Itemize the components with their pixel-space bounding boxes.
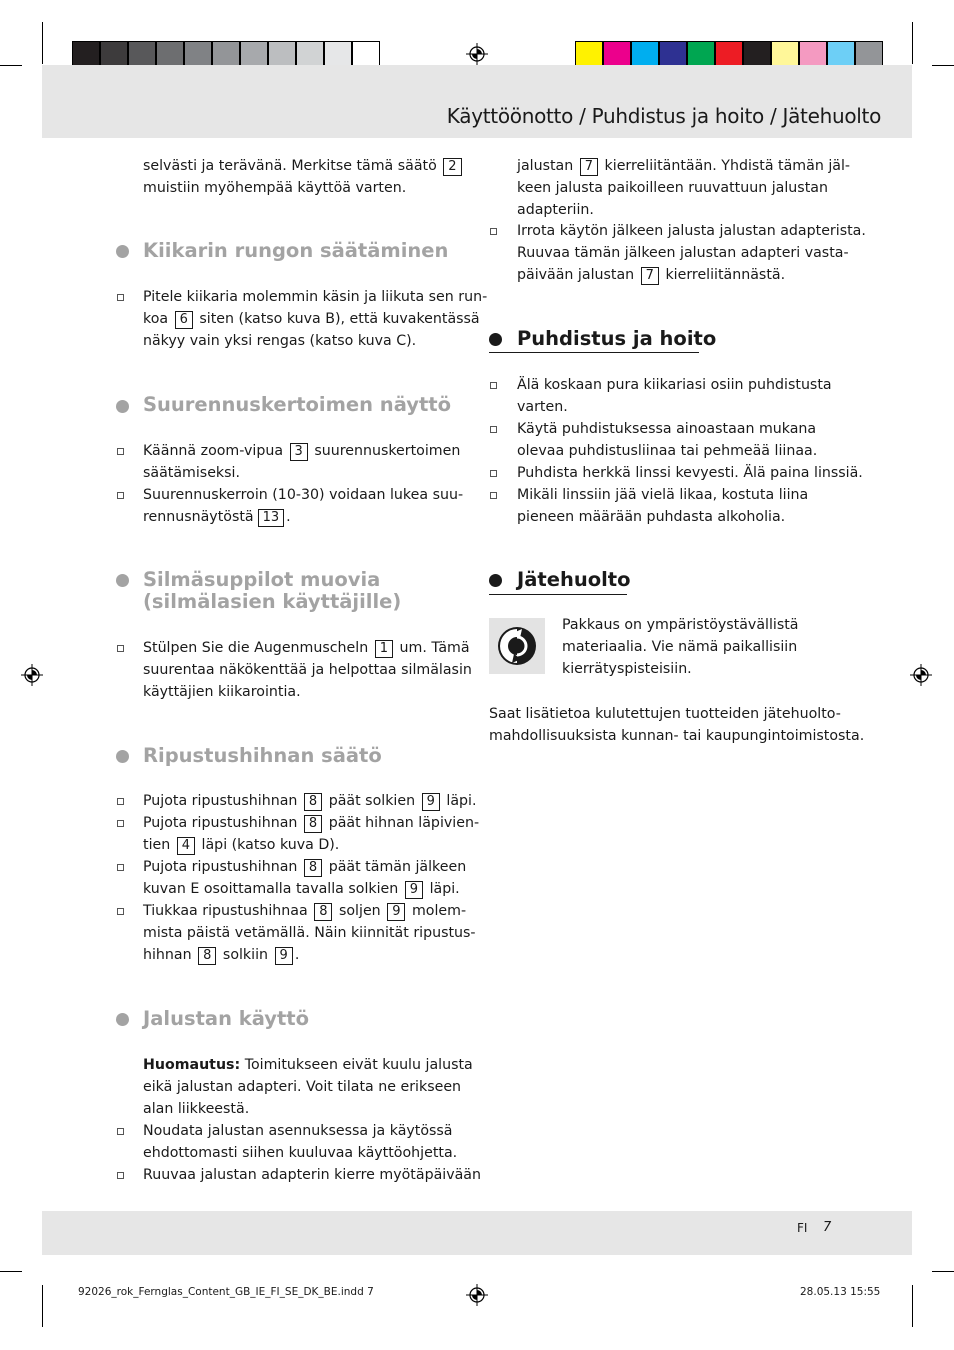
part-ref: 7 [580, 158, 598, 176]
square-bullet-icon [117, 820, 124, 827]
text-line: Huomautus: Toimitukseen eivät kuulu jalusta [143, 1057, 473, 1073]
text-line: alan liikkeestä. [143, 1101, 250, 1117]
text-line: jalustan 7 kierreliitäntään. Yhdistä tämän jäl- [517, 158, 851, 174]
section-heading: Ripustushihnan säätö [143, 744, 382, 767]
registration-mark-icon [466, 43, 488, 65]
square-bullet-icon [117, 645, 124, 652]
text-line: varten. [517, 399, 568, 415]
text-line: Mikäli linssiin jää vielä likaa, kostuta liina [517, 487, 809, 503]
part-ref: 7 [641, 267, 659, 285]
footer-band [42, 1211, 912, 1255]
section-bullet-icon [116, 574, 129, 587]
text-line: kuvan E osoittamalla tavalla solkien 9 läpi. [143, 881, 460, 897]
part-ref: 8 [314, 903, 332, 921]
text-line: materiaalia. Vie nämä paikallisiin [562, 639, 798, 655]
text-line: säätämiseksi. [143, 465, 240, 481]
square-bullet-icon [117, 798, 124, 805]
text-line: eikä jalustan adapteri. Voit tilata ne erikseen [143, 1079, 462, 1095]
square-bullet-icon [490, 382, 497, 389]
square-bullet-icon [117, 448, 124, 455]
text-line: näkyy vain yksi rengas (katso kuva C). [143, 333, 417, 349]
text-line: keen jalusta paikoilleen ruuvattuun jalustan [517, 180, 828, 196]
crop-mark [912, 1285, 913, 1327]
text-line: Pujota ripustushihnan 8 päät solkien 9 läpi. [143, 793, 477, 809]
text-line: kierrätyspisteisiin. [562, 661, 692, 677]
text-line: hihnan 8 solkiin 9 . [143, 947, 300, 963]
registration-mark-icon [466, 1284, 488, 1306]
crop-mark [0, 65, 22, 66]
page-title: Käyttöönotto / Puhdistus ja hoito / Jätehuolto [446, 104, 881, 128]
text-line: Puhdista herkkä linssi kevyesti. Älä paina linssiä. [517, 465, 863, 481]
crop-mark [0, 1271, 22, 1272]
part-ref: 9 [387, 903, 405, 921]
part-ref: 6 [175, 311, 193, 329]
crop-mark [42, 1285, 43, 1327]
text-line: Suurennuskerroin (10-30) voidaan lukea suu- [143, 487, 464, 503]
text-line: adapteriin. [517, 202, 594, 218]
square-bullet-icon [490, 426, 497, 433]
part-ref: 13 [258, 509, 285, 527]
text-line: tien 4 läpi (katso kuva D). [143, 837, 340, 853]
text-line: käyttäjien kiikarointia. [143, 684, 301, 700]
text-line: mahdollisuuksista kunnan- tai kaupungintoimistosta. [489, 728, 865, 744]
square-bullet-icon [117, 492, 124, 499]
text-line: selvästi ja terävänä. Merkitse tämä säätö 2 [143, 155, 464, 177]
section-bullet-icon [489, 574, 502, 587]
square-bullet-icon [117, 908, 124, 915]
part-ref: 8 [304, 793, 322, 811]
square-bullet-icon [117, 294, 124, 301]
text-line: Ruuvaa tämän jälkeen jalustan adapteri vasta- [517, 245, 849, 261]
text-line: Stülpen Sie die Augenmuscheln 1 um. Tämä [143, 640, 470, 656]
square-bullet-icon [490, 228, 497, 235]
slug-date: 28.05.13 15:55 [800, 1286, 881, 1298]
text-line: rennusnäytöstä 13 . [143, 509, 291, 525]
page-number: 7 [823, 1220, 832, 1235]
text-line: koa 6 siten (katso kuva B), että kuvakentässä [143, 311, 480, 327]
square-bullet-icon [117, 1172, 124, 1179]
heading-underline [489, 352, 699, 353]
part-ref: 1 [375, 640, 393, 658]
section-heading: Puhdistus ja hoito [517, 327, 717, 350]
green-dot-recycle-icon [489, 618, 545, 674]
part-ref: 8 [198, 947, 216, 965]
text-line: Pakkaus on ympäristöystävällistä [562, 617, 799, 633]
text-line: olevaa puhdistusliinaa tai pehmeää liinaa. [517, 443, 818, 459]
part-ref: 8 [304, 815, 322, 833]
section-heading: Suurennuskertoimen näyttö [143, 393, 452, 416]
part-ref: 2 [443, 158, 461, 176]
square-bullet-icon [490, 492, 497, 499]
section-bullet-icon [116, 1013, 129, 1026]
section-heading: (silmälasien käyttäjille) [143, 590, 402, 613]
part-ref: 3 [290, 443, 308, 461]
language-code: FI [797, 1221, 808, 1235]
text-line: Noudata jalustan asennuksessa ja käytössä [143, 1123, 453, 1139]
section-heading: Jalustan käyttö [143, 1007, 310, 1030]
text-line: mista päistä vetämällä. Näin kiinnität ripustus- [143, 925, 476, 941]
square-bullet-icon [490, 470, 497, 477]
text-line: Pujota ripustushihnan 8 päät hihnan läpivien- [143, 815, 480, 831]
square-bullet-icon [117, 1128, 124, 1135]
section-heading: Silmäsuppilot muovia [143, 568, 381, 591]
text-line: Älä koskaan pura kiikariasi osiin puhdistusta [517, 377, 832, 393]
text-line: Ruuvaa jalustan adapterin kierre myötäpäivään [143, 1167, 481, 1183]
part-ref: 9 [275, 947, 293, 965]
crop-mark [42, 22, 43, 64]
crop-mark [932, 1271, 954, 1272]
square-bullet-icon [117, 864, 124, 871]
text-line: muistiin myöhempää käyttöä varten. [143, 180, 407, 196]
part-ref: 4 [177, 837, 195, 855]
part-ref: 9 [422, 793, 440, 811]
text-line: suurentaa näkökenttää ja helpottaa silmälasin [143, 662, 472, 678]
slug-filename: 92026_rok_Fernglas_Content_GB_IE_FI_SE_DK_BE.indd 7 [78, 1286, 374, 1298]
part-ref: 9 [405, 881, 423, 899]
text-line: ehdottomasti siihen kuuluvaa käyttöohjetta. [143, 1145, 458, 1161]
crop-mark [912, 22, 913, 64]
recycling-symbol-box [489, 618, 545, 674]
text-line: Käännä zoom-vipua 3 suurennuskertoimen [143, 443, 461, 459]
text-line: pieneen määrään puhdasta alkoholia. [517, 509, 786, 525]
registration-mark-icon [910, 664, 932, 686]
text-line: Tiukkaa ripustushihnaa 8 soljen 9 molem- [143, 903, 467, 919]
text-line: Irrota käytön jälkeen jalusta jalustan adapterista. [517, 223, 866, 239]
text-line: Pitele kiikaria molemmin käsin ja liikuta sen run- [143, 289, 488, 305]
section-heading: Jätehuolto [517, 568, 631, 591]
registration-mark-icon [21, 664, 43, 686]
crop-mark [932, 65, 954, 66]
part-ref: 8 [304, 859, 322, 877]
section-heading: Kiikarin rungon säätäminen [143, 239, 449, 262]
heading-underline [489, 594, 627, 595]
section-bullet-icon [116, 400, 129, 413]
text-line: Käytä puhdistuksessa ainoastaan mukana [517, 421, 817, 437]
text-line: Pujota ripustushihnan 8 päät tämän jälkeen [143, 859, 467, 875]
section-bullet-icon [489, 333, 502, 346]
section-bullet-icon [116, 245, 129, 258]
section-bullet-icon [116, 750, 129, 763]
text-line: Saat lisätietoa kulutettujen tuotteiden jätehuolto- [489, 706, 841, 722]
text-line: päivään jalustan 7 kierreliitännästä. [517, 267, 786, 283]
